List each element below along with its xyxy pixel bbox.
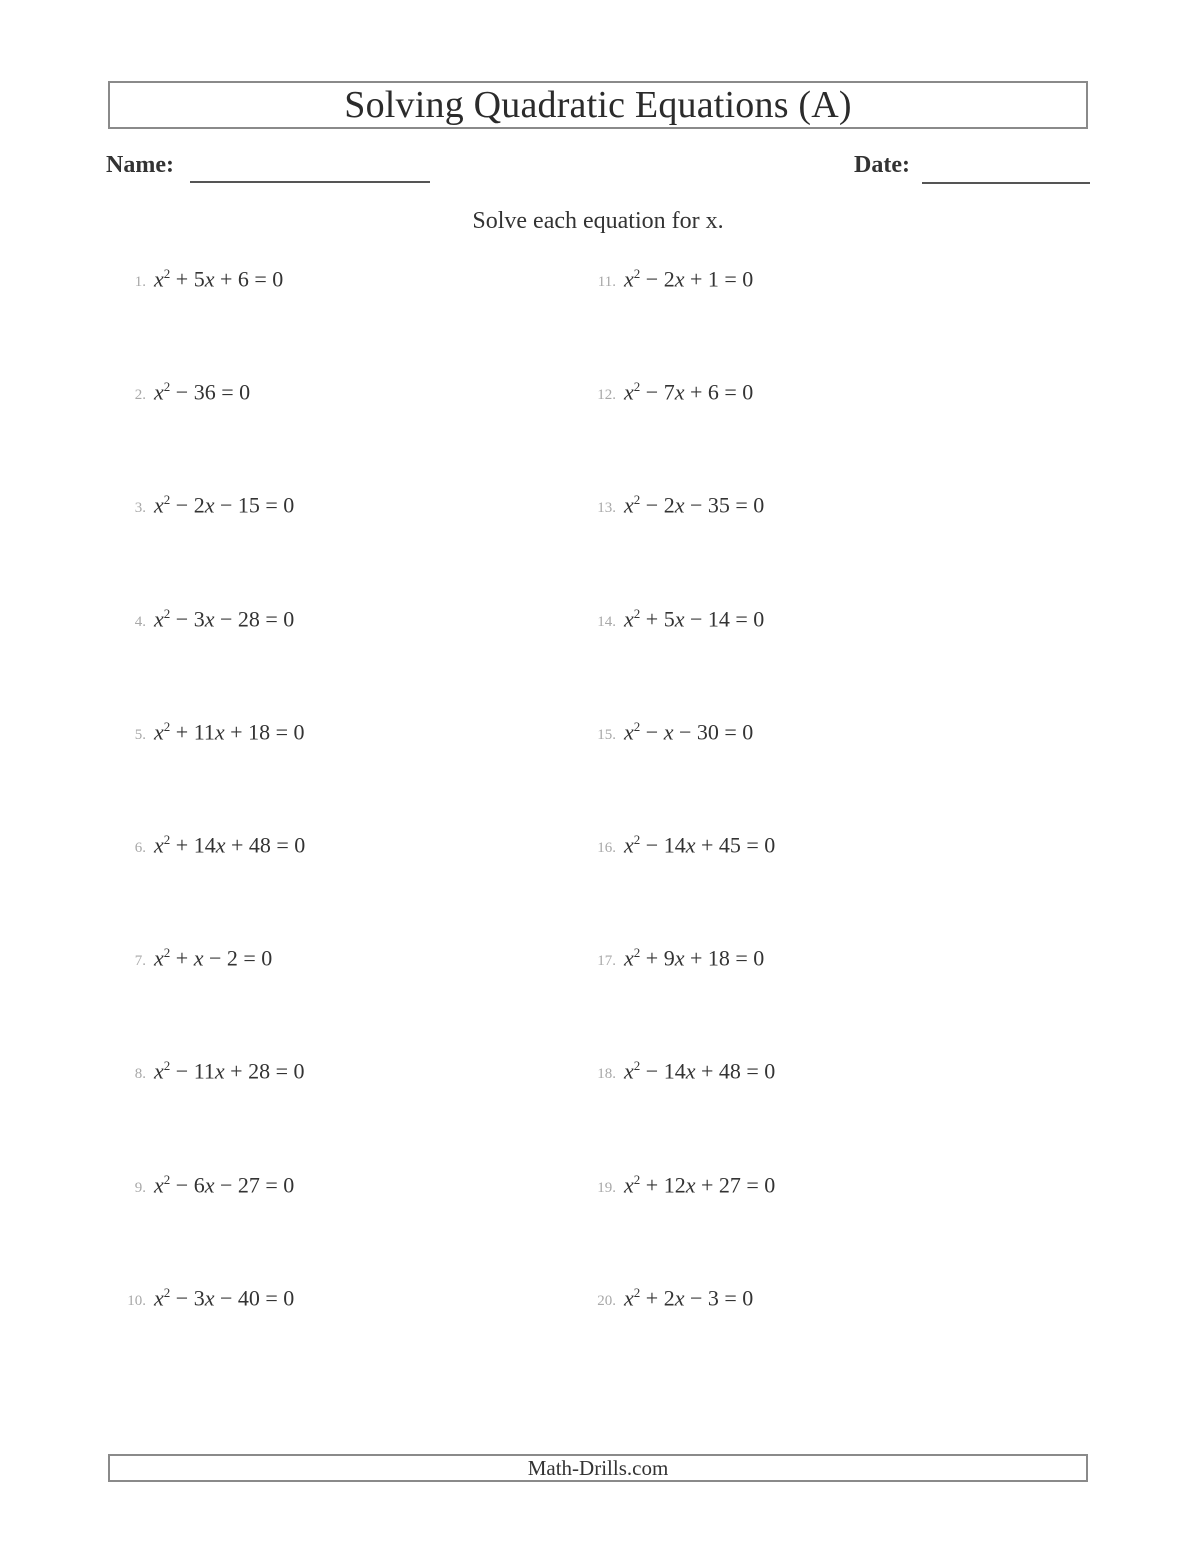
problem-number: 1. (134, 274, 146, 291)
problem-equation: $x^2 - x - 30 = 0$ (624, 719, 754, 745)
problem-number: 15. (597, 727, 616, 744)
problem-item (106, 945, 272, 977)
problem-item (106, 266, 283, 298)
problem-item (106, 1172, 294, 1204)
problem-number: 14. (597, 614, 616, 631)
problem-number: 18. (597, 1066, 616, 1083)
problem-item (576, 832, 775, 864)
problem-number: 10. (127, 1293, 146, 1310)
problem-equation: $x^2 - 2x - 35 = 0$ (624, 492, 765, 518)
problem-item (106, 379, 250, 411)
problem-item (106, 606, 294, 638)
problem-equation: $x^2 + 9x + 18 = 0$ (624, 945, 765, 971)
problem-number: 20. (597, 1293, 616, 1310)
problem-number: 16. (597, 840, 616, 857)
problem-equation: $x^2 - 3x - 40 = 0$ (154, 1285, 295, 1311)
date-label: Date: (854, 152, 910, 178)
problem-item (106, 719, 304, 751)
problem-equation: $x^2 - 36 = 0$ (154, 379, 251, 405)
name-label: Name: (106, 152, 174, 178)
problem-equation: $x^2 - 14x + 45 = 0$ (624, 832, 776, 858)
problem-number: 17. (597, 953, 616, 970)
problem-equation: $x^2 - 2x - 15 = 0$ (154, 492, 295, 518)
problem-equation: $x^2 + 11x + 18 = 0$ (154, 719, 305, 745)
problem-item (576, 1285, 753, 1317)
problem-item (576, 606, 764, 638)
problem-equation: $x^2 - 7x + 6 = 0$ (624, 379, 754, 405)
problem-equation: $x^2 - 2x + 1 = 0$ (624, 266, 754, 292)
problem-equation: $x^2 + 5x + 6 = 0$ (154, 266, 284, 292)
problem-item (576, 1172, 775, 1204)
footer-box (108, 1454, 1088, 1482)
problem-number: 12. (597, 387, 616, 404)
problem-equation: $x^2 - 6x - 27 = 0$ (154, 1172, 295, 1198)
problem-item (106, 832, 305, 864)
title-box (108, 81, 1088, 129)
worksheet-title: Solving Quadratic Equations (A) (344, 84, 852, 126)
problem-item (106, 1058, 304, 1090)
problem-equation: $x^2 - 14x + 48 = 0$ (624, 1058, 776, 1084)
problem-item (576, 719, 753, 751)
problem-equation: $x^2 - 11x + 28 = 0$ (154, 1058, 305, 1084)
problem-equation: $x^2 + 5x - 14 = 0$ (624, 606, 765, 632)
problem-item (576, 266, 753, 298)
problem-number: 8. (134, 1066, 146, 1083)
problem-item (576, 379, 753, 411)
problem-equation: $x^2 + 12x + 27 = 0$ (624, 1172, 776, 1198)
problem-item (576, 945, 764, 977)
problem-item (106, 1285, 294, 1317)
problem-number: 5. (134, 727, 146, 744)
problem-number: 3. (134, 500, 146, 517)
problem-number: 4. (134, 614, 146, 631)
problem-item (576, 492, 764, 524)
problem-number: 19. (597, 1180, 616, 1197)
problem-equation: $x^2 - 3x - 28 = 0$ (154, 606, 295, 632)
problem-equation: $x^2 + 2x - 3 = 0$ (624, 1285, 754, 1311)
problem-item (106, 492, 294, 524)
date-field-line[interactable] (922, 182, 1090, 184)
problem-item (576, 1058, 775, 1090)
instructions: Solve each equation for x. (472, 208, 724, 234)
footer-text: Math-Drills.com (527, 1455, 669, 1480)
problem-number: 2. (134, 387, 146, 404)
problem-equation: $x^2 + 14x + 48 = 0$ (154, 832, 306, 858)
problem-number: 13. (597, 500, 616, 517)
problem-equation: $x^2 + x - 2 = 0$ (154, 945, 273, 971)
problem-number: 7. (134, 953, 146, 970)
problem-number: 6. (134, 840, 146, 857)
problem-number: 9. (134, 1180, 146, 1197)
problem-number: 11. (597, 274, 616, 291)
name-field-line[interactable] (190, 181, 430, 183)
